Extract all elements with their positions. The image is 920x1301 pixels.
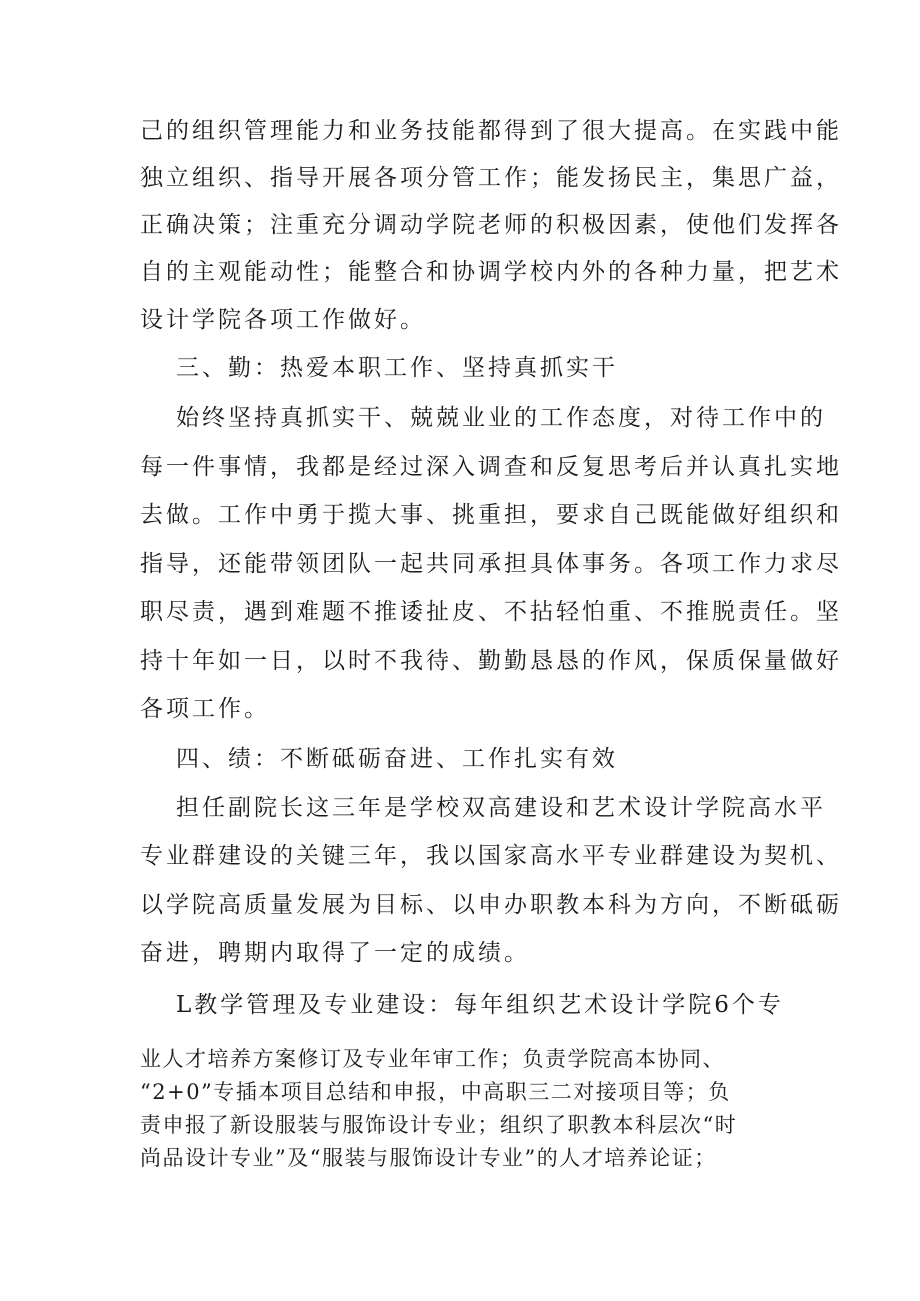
text-line: 专业群建设的关键三年，我以国家高水平专业群建设为契机、	[140, 843, 842, 869]
text-line: 担任副院长这三年是学校双高建设和艺术设计学院高水平	[176, 795, 826, 821]
text-line: 业人才培养方案修订及专业年审工作；负责学院高本协同、	[140, 1047, 725, 1071]
text-line: 职尽责，遇到难题不推诿扯皮、不拈轻怕重、不推脱责任。坚	[140, 599, 842, 625]
text-line: 自的主观能动性；能整合和协调学校内外的各种力量，把艺术	[140, 259, 842, 285]
text-line: 独立组织、指导开展各项分管工作；能发扬民主，集思广益，	[140, 165, 842, 191]
text-line: 持十年如一日，以时不我待、勤勤恳恳的作风，保质保量做好	[140, 648, 842, 674]
text-line: 每一件事情，我都是经过深入调查和反复思考后并认真扎实地	[140, 454, 842, 480]
text-line: 奋进，聘期内取得了一定的成绩。	[140, 940, 530, 966]
text-line: 设计学院各项工作做好。	[140, 307, 426, 333]
text-line: 己的组织管理能力和业务技能都得到了很大提高。在实践中能	[140, 118, 842, 144]
section-heading: 四、绩：不断砥砺奋进、工作扎实有效	[176, 746, 618, 772]
section-heading: 三、勤：热爱本职工作、坚持真抓实干	[176, 355, 618, 381]
text-line: 以学院高质量发展为目标、以申办职教本科为方向，不断砥砺	[140, 892, 842, 918]
text-line: 指导，还能带领团队一起共同承担具体事务。各项工作力求尽	[140, 551, 842, 577]
text-line: 去做。工作中勇于揽大事、挑重担，要求自己既能做好组织和	[140, 502, 842, 528]
text-line: 正确决策；注重充分调动学院老师的积极因素，使他们发挥各	[140, 212, 842, 238]
text-line: 责申报了新设服装与服饰设计专业；组织了职教本科层次“时	[140, 1113, 738, 1137]
text-line: “2+0”专插本项目总结和申报，中高职三二对接项目等；负	[140, 1080, 731, 1104]
text-line: 尚品设计专业”及“服装与服饰设计专业”的人才培养论证；	[140, 1146, 717, 1170]
text-line: 各项工作。	[140, 696, 270, 722]
text-line: 始终坚持真抓实干、兢兢业业的工作态度，对待工作中的	[176, 405, 826, 431]
text-line: L教学管理及专业建设：每年组织艺术设计学院6个专	[176, 992, 784, 1018]
